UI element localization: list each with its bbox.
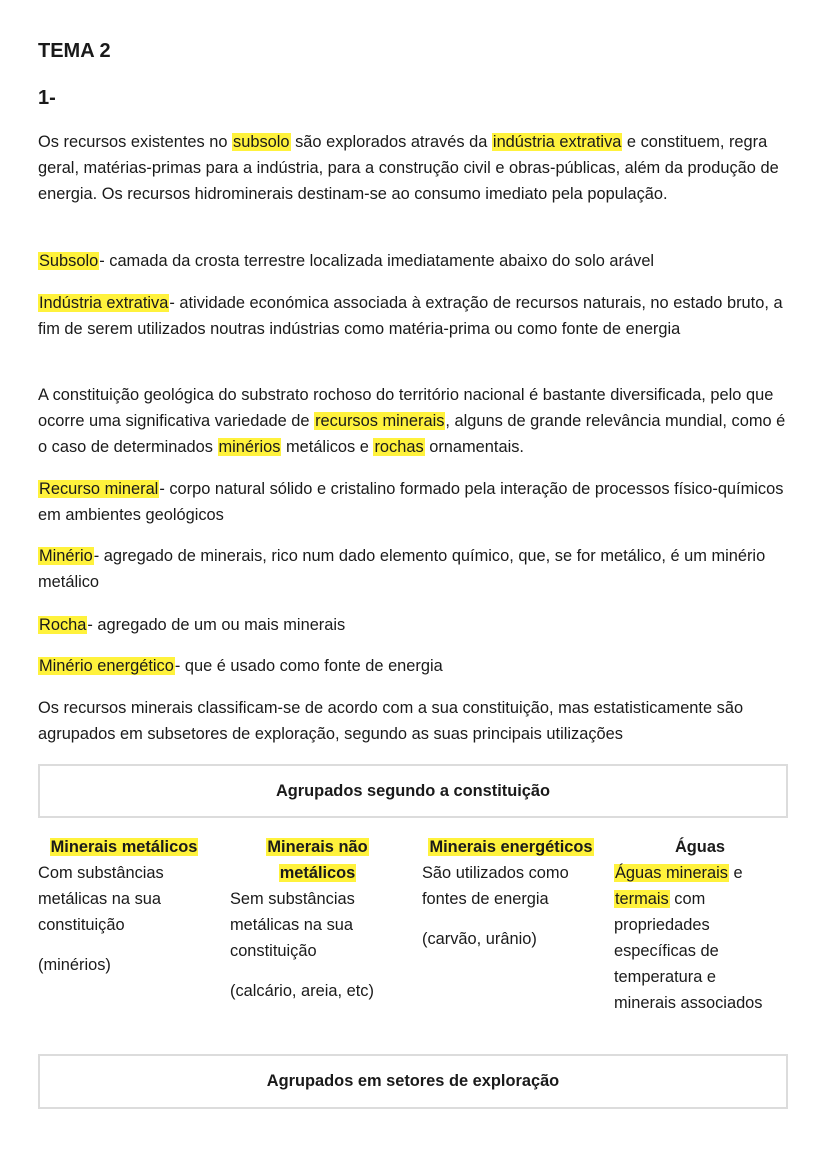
geology-paragraph: A constituição geológica do substrato rochoso do território nacional é bastante diversificada, pelo que ocorre uma significativa variedade de recursos minerais, alguns de grande relevância mundial, como é o caso de determinados minérios metálicos e rochas ornamentais. bbox=[38, 386, 786, 456]
page-title: TEMA 2 bbox=[38, 40, 111, 62]
box-setores: Agrupados em setores de exploração bbox=[38, 1054, 788, 1109]
column-title-metalicos: Minerais metálicos bbox=[50, 838, 198, 856]
column-nao-metalicos: Minerais não metálicos Sem substâncias metálicas na sua constituição (calcário, areia, etc) bbox=[230, 838, 374, 1000]
column-title-aguas: Águas bbox=[674, 838, 726, 856]
term-industria-extrativa: Indústria extrativa bbox=[39, 294, 169, 312]
highlight-rochas: rochas bbox=[374, 438, 424, 456]
term-minerio: Minério bbox=[39, 547, 93, 565]
definition-subsolo: Subsolo- camada da crosta terrestre localizada imediatamente abaixo do solo arável bbox=[39, 252, 655, 270]
term-subsolo: Subsolo bbox=[39, 252, 99, 270]
classification-paragraph: Os recursos minerais classificam-se de acordo com a sua constituição, mas estatisticamente são agrupados em subsetores de exploração, segundo as suas principais utilizações bbox=[38, 699, 744, 743]
column-title-energeticos: Minerais energéticos bbox=[429, 838, 593, 856]
term-rocha: Rocha bbox=[39, 616, 87, 634]
highlight-minerios: minérios bbox=[218, 438, 281, 456]
column-metalicos: Minerais metálicos Com substâncias metálicas na sua constituição (minérios) bbox=[38, 838, 198, 974]
highlight-recursos-minerais: recursos minerais bbox=[315, 412, 445, 430]
highlight-termais: termais bbox=[615, 890, 669, 908]
section-number: 1- bbox=[38, 87, 56, 109]
definition-minerio-energetico: Minério energético- que é usado como fonte de energia bbox=[39, 657, 443, 675]
column-title-nao-metalicos-2: metálicos bbox=[279, 864, 356, 882]
column-energeticos: Minerais energéticos São utilizados como fontes de energia (carvão, urânio) bbox=[422, 838, 593, 948]
column-title-nao-metalicos-1: Minerais não bbox=[267, 838, 368, 856]
intro-paragraph: Os recursos existentes no subsolo são explorados através da indústria extrativa e constituem, regra geral, matérias-primas para a indústria, para a construção civil e obras-públicas, além da produção de energia. Os recursos hidrominerais destinam-se ao consumo imediato pela população. bbox=[38, 133, 779, 203]
term-recurso-mineral: Recurso mineral bbox=[39, 480, 159, 498]
highlight-subsolo: subsolo bbox=[233, 133, 290, 151]
highlight-aguas-minerais: Águas minerais bbox=[615, 864, 728, 882]
column-aguas: Águas Águas minerais e termais com propriedades específicas de temperatura e minerais associados bbox=[614, 834, 790, 1016]
definition-minerio: Minério- agregado de minerais, rico num dado elemento químico, que, se for metálico, é um minério metálico bbox=[38, 547, 766, 591]
definition-rocha: Rocha- agregado de um ou mais minerais bbox=[39, 616, 346, 634]
term-minerio-energetico: Minério energético bbox=[39, 657, 174, 675]
definition-recurso-mineral: Recurso mineral- corpo natural sólido e cristalino formado pela interação de processos físico-químicos em ambientes geológicos bbox=[38, 480, 784, 524]
box-constituicao: Agrupados segundo a constituição bbox=[38, 764, 788, 818]
highlight-industria: indústria extrativa bbox=[492, 133, 622, 151]
definition-industria-extrativa: Indústria extrativa- atividade económica associada à extração de recursos naturais, no estado bruto, a fim de serem utilizados noutras indústrias como matéria-prima ou como fonte de energia bbox=[38, 294, 783, 338]
